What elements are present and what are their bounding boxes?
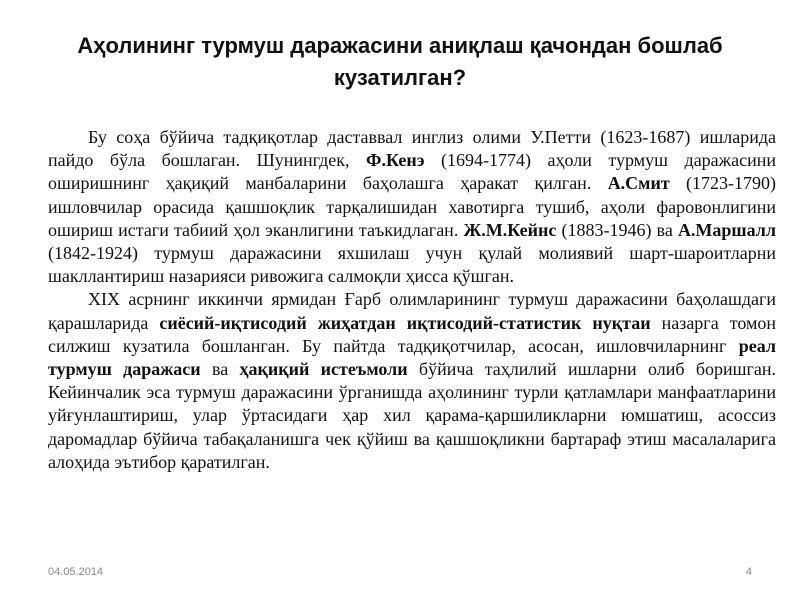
p1-bold-smith: А.Смит (607, 173, 670, 194)
paragraph-2 (48, 288, 776, 474)
p1-text-4: (1883-1946) ва (556, 219, 678, 240)
p1-text-3: (1723-1790) ишловчилар орасида қашшоқлик тарқалишидан хавотирга тушиб, аҳоли фаровонлигини ошириш истаги табиий ҳол эканлигини таъкидлаган. (48, 173, 777, 240)
p2-text-1: XIX асрнинг иккинчи ярмидан Ғарб олимларининг турмуш даражасини баҳолашдаги қарашларида (48, 289, 776, 333)
footer-date: 04.05.2014 (48, 566, 104, 578)
p2-bold-2: реал турмуш даражаси (48, 335, 776, 380)
paragraph-1 (48, 126, 776, 288)
p1-text-2: (1694-1774) аҳоли турмуш даражасини оширишнинг ҳақиқий манбаларини баҳолашга ҳаракат қилган. (48, 150, 776, 194)
p2-bold-1: сиёсий-иқтисодий жиҳатдан иқтисодий-статистик нуқтаи (159, 312, 651, 333)
p2-text-4: бўйича таҳлилий ишларни олиб боришган. Кейинчалик эса турмуш даражасини ўрганишда аҳолининг турли қатламлари манфаатларини уйғунлаштириш, улар ўртасидаги ҳар хил қарама-қаршиликларни юмшатиш, асоссиз даромадлар бўйича табақаланишга чек қўйиш ва қашшоқликни бартараф этиш масалаларига алоҳида эътибор қаратилган. (48, 359, 776, 472)
slide-body (48, 126, 776, 474)
p2-bold-3: ҳақиқий истеъмоли (239, 359, 408, 380)
p2-text-2: назарга томон силжиш кузатила бошланган. Бу пайтда тадқиқотчилар, асосан, ишловчиларнинг (48, 312, 776, 356)
p1-bold-keynes: Ж.М.Кейнс (463, 219, 557, 240)
p1-bold-marshall: А.Маршалл (677, 219, 776, 240)
p1-bold-kene: Ф.Кенэ (366, 150, 425, 171)
p2-text-3: ва (200, 359, 240, 380)
footer-page-number: 4 (745, 566, 752, 578)
slide-title: Аҳолининг турмуш даражасини аниқлаш қачондан бошлаб кузатилган? (77, 33, 723, 90)
p1-text-5: (1842-1924) турмуш даражасини яхшилаш учун қулай молиявий шарт-шароитларни шакллантириш назарияси ривожига салмоқли ҳисса қўшган. (48, 243, 776, 287)
p1-text-1: Бу соҳа бўйича тадқиқотлар даставвал инглиз олими У.Петти (1623-1687) ишларида пайдо бўла бошлаган. Шунингдек, (48, 127, 776, 171)
